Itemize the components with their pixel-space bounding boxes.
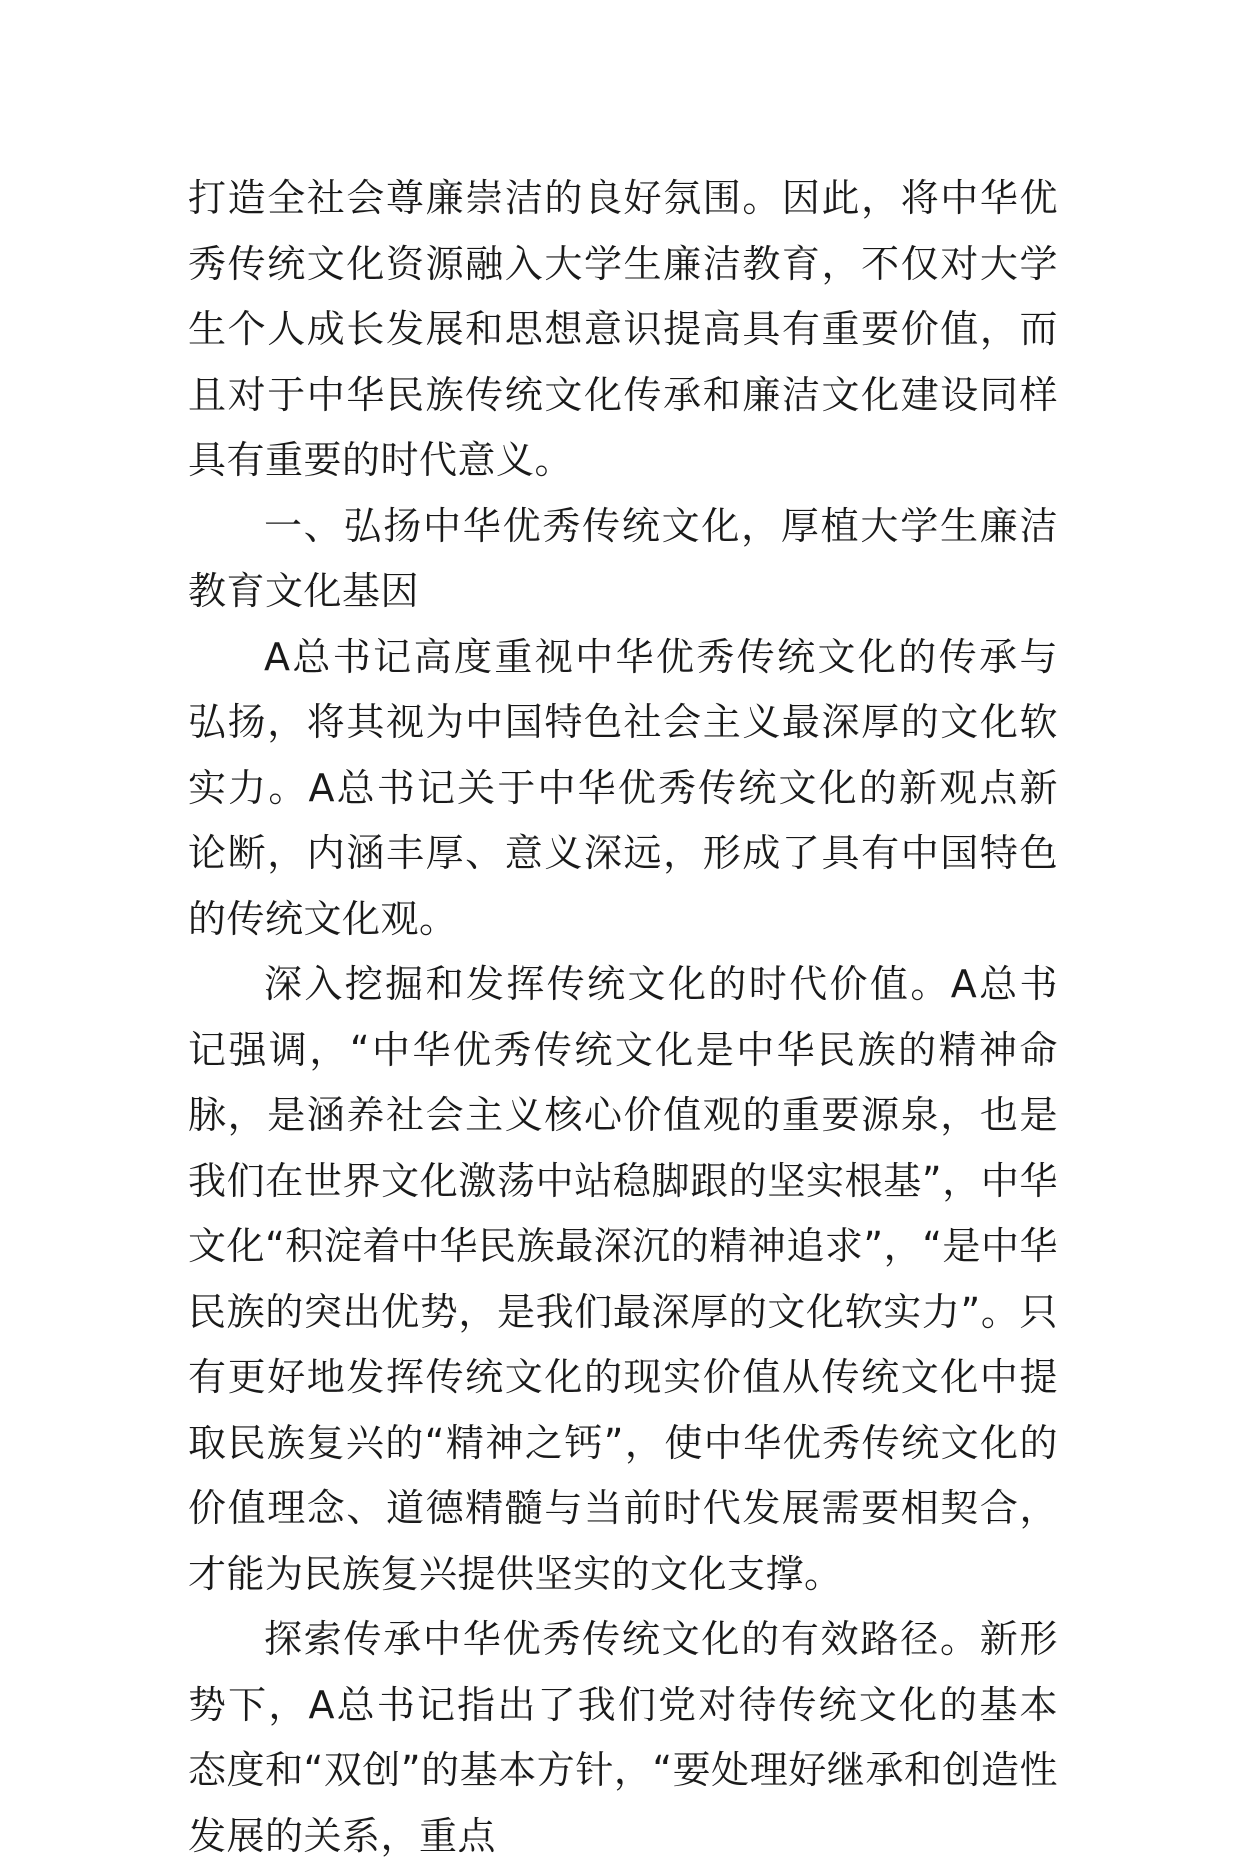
paragraph-inheritance-path: 探索传承中华优秀传统文化的有效路径。新形势下，A总书记指出了我们党对待传统文化的基本态度和“双创”的基本方针，“要处理好继承和创造性发展的关系，重点 [188, 1617, 1058, 1858]
section-heading-1: 一、弘扬中华优秀传统文化，厚植大学生廉洁教育文化基因 [188, 503, 1058, 613]
paragraph-culture-emphasis: A总书记高度重视中华优秀传统文化的传承与弘扬，将其视为中国特色社会主义最深厚的文化软实力。A总书记关于中华优秀传统文化的新观点新论断，内涵丰厚、意义深远，形成了具有中国特色的传统文化观。 [188, 634, 1058, 941]
document-body [188, 166, 1058, 1869]
paragraph-era-value: 深入挖掘和发挥传统文化的时代价值。A总书记强调，“中华优秀传统文化是中华民族的精神命脉，是涵养社会主义核心价值观的重要源泉，也是我们在世界文化激荡中站稳脚跟的坚实根基”，中华文化“积淀着中华民族最深沉的精神追求”，“是中华民族的突出优势，是我们最深厚的文化软实力”。只有更好地发挥传统文化的现实价值从传统文化中提取民族复兴的“精神之钙”，使中华优秀传统文化的价值理念、道德精髓与当前时代发展需要相契合，才能为民族复兴提供坚实的文化支撑。 [188, 962, 1058, 1596]
paragraph-intro-conclusion: 打造全社会尊廉崇洁的良好氛围。因此，将中华优秀传统文化资源融入大学生廉洁教育，不仅对大学生个人成长发展和思想意识提高具有重要价值，而且对于中华民族传统文化传承和廉洁文化建设同样具有重要的时代意义。 [188, 176, 1058, 482]
